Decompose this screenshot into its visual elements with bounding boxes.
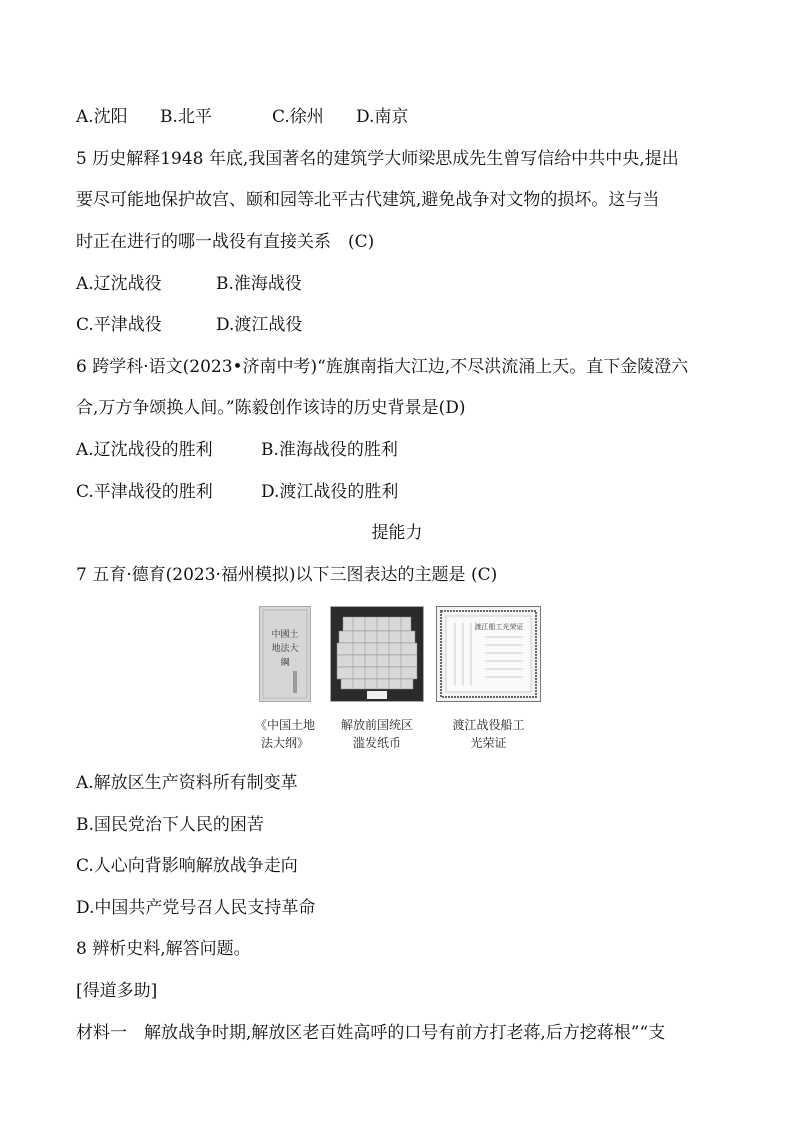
book-cover-graphic bbox=[260, 607, 310, 701]
q7-option-a: A.解放区生产资料所有制变革 bbox=[76, 773, 298, 793]
q4-options bbox=[76, 106, 726, 128]
paper-money-graphic bbox=[331, 607, 423, 701]
q6-stem-line2: 合,万方争颂换人间。”陈毅创作该诗的历史背景是(D) bbox=[76, 398, 466, 418]
caption-line: 渡江战役船工 bbox=[452, 718, 525, 732]
q6-stem-line1: 6 跨学科·语文(2023•济南中考)“旌旗南指大江边,不尽洪流涌上天。直下金陵澄六 bbox=[76, 357, 689, 377]
q5-stem-line2: 要尽可能地保护故宫、颐和园等北平古代建筑,避免战争对文物的损坏。这与当 bbox=[76, 190, 660, 210]
q6-option-d: D.渡江战役的胜利 bbox=[261, 482, 399, 502]
q4-option-d: D.南京 bbox=[356, 107, 409, 127]
q4-option-c: C.徐州 bbox=[272, 107, 324, 127]
book-cover-text-3: 綱 bbox=[280, 658, 290, 668]
q5-options-row2 bbox=[76, 314, 726, 336]
q4-option-b: B.北平 bbox=[160, 107, 212, 127]
figure-caption-land-law bbox=[248, 716, 322, 752]
q7-option-d: D.中国共产党号召人民支持革命 bbox=[76, 898, 316, 918]
caption-line: 《中国土地 bbox=[254, 718, 315, 732]
paper-money-image bbox=[330, 606, 424, 702]
q6-options-row2 bbox=[76, 481, 726, 503]
certificate-graphic bbox=[437, 607, 540, 701]
book-cover-text-2: 地法大 bbox=[271, 644, 299, 654]
figure-caption-certificate bbox=[436, 716, 541, 752]
q7-option-c: C.人心向背影响解放战争走向 bbox=[76, 856, 298, 876]
honor-certificate-image bbox=[436, 606, 541, 702]
q4-option-a: A.沈阳 bbox=[76, 107, 128, 127]
q7-option-b: B.国民党治下人民的困苦 bbox=[76, 815, 264, 835]
q6-options-row1 bbox=[76, 439, 726, 461]
q6-option-a: A.辽沈战役的胜利 bbox=[76, 440, 213, 460]
q6-option-b: B.淮海战役的胜利 bbox=[261, 440, 398, 460]
q6-option-c: C.平津战役的胜利 bbox=[76, 482, 213, 502]
q5-stem-line1: 5 历史解释1948 年底,我国著名的建筑学大师梁思成先生曾写信给中共中央,提出 bbox=[76, 149, 679, 169]
caption-line: 法大纲》 bbox=[260, 736, 309, 750]
certificate-title-text: 渡江船工光荣证 bbox=[474, 623, 524, 631]
land-law-book-image bbox=[259, 606, 311, 702]
q7-stem: 7 五育·德育(2023·福州模拟)以下三图表达的主题是 (C) bbox=[76, 565, 498, 585]
q5-option-b: B.淮海战役 bbox=[216, 274, 302, 294]
figure-caption-paper-money bbox=[330, 716, 424, 752]
caption-line: 滥发纸币 bbox=[352, 736, 401, 750]
q5-option-c: C.平津战役 bbox=[76, 315, 162, 335]
q8-material-1: 材料一 解放战争时期,解放区老百姓高呼的口号有前方打老蒋,后方挖蒋根”“支 bbox=[76, 1023, 666, 1043]
caption-line: 光荣证 bbox=[470, 736, 507, 750]
q8-stem: 8 辨析史料,解答问题。 bbox=[76, 939, 251, 959]
q5-options-row1 bbox=[76, 273, 726, 295]
q5-stem-line3: 时正在进行的哪一战役有直接关系 (C) bbox=[76, 232, 375, 252]
book-cover-text-1: 中國土 bbox=[271, 630, 299, 640]
section-title: 提能力 bbox=[371, 523, 423, 543]
q5-option-d: D.渡江战役 bbox=[216, 315, 303, 335]
caption-line: 解放前国统区 bbox=[340, 718, 413, 732]
q5-option-a: A.辽沈战役 bbox=[76, 274, 162, 294]
q8-hint: [得道多助] bbox=[76, 981, 158, 1001]
